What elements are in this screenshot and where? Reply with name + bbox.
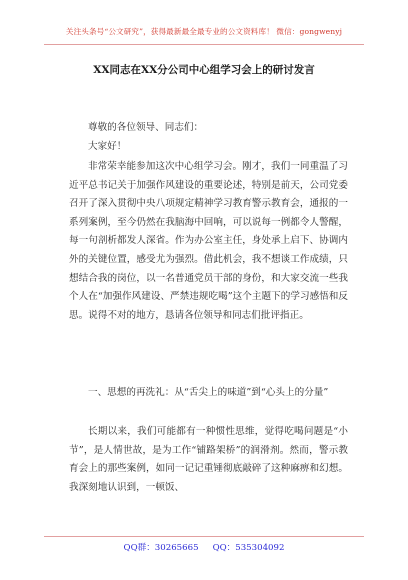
- footer-qq-group: QQ群：30265665: [123, 543, 199, 553]
- body-paragraph-1: 非常荣幸能参加这次中心组学习会。刚才，我们一同重温了习近平总书记关于加强作风建设的重要论述，特别是前天，公司党委召开了深入贯彻中央八项规定精神学习教育警示教育会，通报的一系列案例，至今仍然在我脑海中回响，可以说每一例都令人警醒，每一句剖析都发人深省。作为办公室主任，身处承上启下、协调内外的关键位置，感受尤为强烈。借此机会，我不想谈工作成绩，只想结合我的岗位，以一名普通党员干部的身份，和大家交流一些我个人在“加强作风建设、严禁违规吃喝”这个主题下的学习感悟和反思。说得不对的地方，恳请各位领导和同志们批评指正。: [69, 161, 348, 321]
- header-promo-note: 关注头条号“公文研究”，获得最新最全最专业的公文资料库！ 微信：gongwenyj: [65, 27, 343, 36]
- body-paragraph-2: 长期以来，我们可能都有一种惯性思维，觉得吃喝问题是“小节”，是人情世故，是为工作“铺路架桥”的润滑剂。然而，警示教育会上的那些案例，如同一记记重锤彻底敲碎了这种麻痹和幻想。我深刻地认识到，一顿饭、: [69, 426, 348, 493]
- footer-divider: [44, 536, 364, 537]
- greeting: 大家好！: [88, 141, 127, 152]
- footer-qq-number: QQ：535304092: [212, 543, 285, 553]
- header-divider: [44, 44, 364, 45]
- section-heading-1: 一、思想的再洗礼：从“舌尖上的味道”到“心头上的分量”: [88, 387, 329, 398]
- salutation: 尊敬的各位领导、同志们：: [88, 122, 204, 133]
- document-title: XX同志在XX分公司中心组学习会上的研讨发言: [93, 64, 315, 76]
- footer-contact: [0, 541, 408, 553]
